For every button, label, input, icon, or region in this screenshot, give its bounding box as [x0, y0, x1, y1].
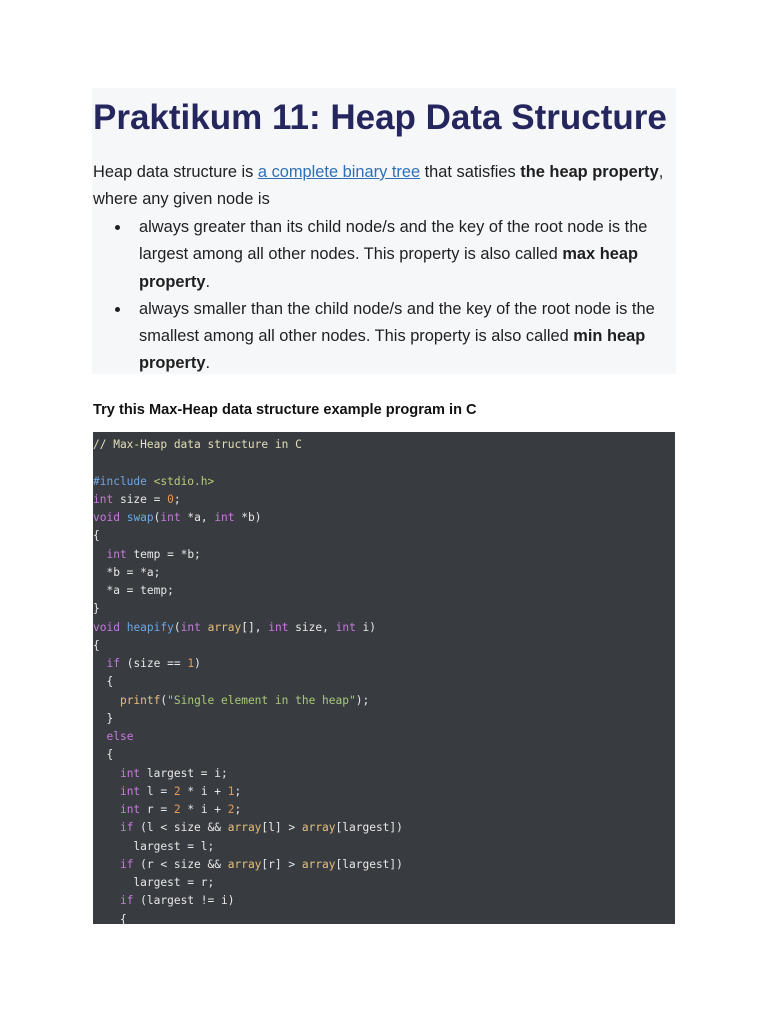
- code-line: [93, 783, 675, 801]
- code-token: * i +: [180, 784, 228, 798]
- code-token: (size ==: [119, 657, 188, 670]
- code-token: [r] >: [261, 857, 302, 871]
- example-program-heading: Try this Max-Heap data structure example program in C: [93, 402, 477, 418]
- code-token: (r < size &&: [133, 857, 228, 871]
- code-token: if: [119, 857, 134, 871]
- code-token: [l] >: [261, 821, 302, 835]
- code-line: [93, 454, 675, 472]
- code-line: [93, 564, 675, 582]
- code-token: swap: [126, 511, 154, 524]
- code-line: [93, 582, 675, 600]
- code-token: {: [93, 675, 114, 689]
- code-token: i): [355, 620, 377, 634]
- code-token: [],: [241, 620, 269, 634]
- code-token: {: [93, 748, 114, 762]
- code-token: int: [268, 620, 289, 634]
- code-token: temp = *b;: [126, 547, 201, 561]
- code-line: [93, 801, 675, 819]
- code-token: [93, 657, 106, 670]
- code-token: [93, 694, 120, 707]
- code-token: (: [173, 620, 181, 634]
- code-token: 2: [227, 803, 235, 816]
- code-token: *b): [234, 511, 262, 524]
- code-line: [93, 673, 675, 691]
- code-token: largest = r;: [93, 876, 215, 889]
- heap-property-list: [93, 214, 673, 378]
- page-title: Praktikum 11: Heap Data Structure: [93, 98, 667, 137]
- code-token: ;: [173, 492, 181, 506]
- code-token: int: [180, 620, 201, 634]
- code-line: [93, 692, 675, 710]
- code-token: [93, 767, 120, 780]
- code-token: {: [93, 912, 127, 924]
- code-line: [93, 765, 675, 783]
- code-token: int: [119, 766, 141, 780]
- code-token: heapify: [126, 620, 174, 634]
- code-token: }: [93, 602, 100, 616]
- code-token: array: [227, 821, 262, 835]
- code-token: [largest]): [335, 857, 403, 871]
- code-token: [201, 621, 208, 634]
- intro-paragraph: [93, 159, 673, 214]
- bullet-icon: [115, 225, 120, 230]
- code-token: [93, 894, 120, 907]
- intro-mid-text: that satisfies: [420, 163, 521, 181]
- code-token: (largest != i): [133, 894, 235, 908]
- code-token: }: [93, 711, 114, 725]
- intro-tail-text: , where any given node is: [93, 163, 664, 209]
- code-token: void: [93, 511, 120, 524]
- code-token: <stdio.h>: [153, 474, 215, 488]
- code-token: array: [301, 821, 336, 835]
- code-token: if: [119, 821, 134, 835]
- code-line: [93, 473, 675, 491]
- code-token: );: [355, 693, 370, 707]
- code-token: * i +: [180, 803, 228, 816]
- code-token: [120, 511, 127, 524]
- intro-lead-text: Heap data structure is: [93, 163, 258, 181]
- code-line: [93, 509, 675, 527]
- code-line: [93, 746, 675, 764]
- code-token: #include: [93, 474, 154, 488]
- code-token: *a,: [180, 511, 215, 524]
- code-token: printf: [119, 693, 161, 707]
- code-line: [93, 637, 675, 655]
- code-token: [93, 785, 120, 798]
- max-heap-property-term: max heap property: [139, 245, 638, 291]
- code-token: largest = i;: [140, 766, 228, 780]
- heap-property-term: the heap property: [520, 163, 659, 181]
- code-token: 1: [227, 784, 235, 798]
- code-token: array: [227, 857, 262, 871]
- code-token: [93, 730, 106, 743]
- code-token: int: [160, 511, 181, 524]
- code-token: 2: [173, 784, 181, 798]
- code-line: [93, 491, 675, 509]
- code-token: l =: [140, 784, 174, 798]
- code-token: void: [93, 620, 120, 634]
- code-token: ;: [234, 784, 242, 798]
- code-line: [93, 911, 675, 925]
- code-token: *a = temp;: [93, 584, 174, 597]
- code-token: if: [106, 657, 120, 670]
- code-token: array: [301, 857, 336, 871]
- code-token: [93, 858, 120, 871]
- code-line: [93, 819, 675, 837]
- code-token: ): [194, 657, 201, 670]
- bullet-end: .: [205, 272, 211, 291]
- code-block: [93, 432, 675, 924]
- code-token: size =: [113, 492, 168, 506]
- code-line: [93, 710, 675, 728]
- code-token: int: [119, 803, 141, 816]
- code-token: ;: [234, 803, 242, 816]
- code-token: largest = l;: [93, 839, 215, 853]
- code-line: [93, 838, 675, 856]
- code-token: int: [106, 547, 127, 561]
- code-token: int: [214, 511, 235, 524]
- code-line: [93, 600, 675, 618]
- list-item-max-heap: [93, 214, 673, 296]
- code-token: 2: [173, 803, 181, 816]
- code-line: [93, 546, 675, 564]
- list-item-min-heap: [93, 296, 673, 378]
- code-token: // Max-Heap data structure in C: [93, 438, 302, 451]
- code-token: {: [93, 638, 100, 652]
- code-line: [93, 892, 675, 910]
- code-token: (: [160, 693, 168, 707]
- code-token: 1: [187, 657, 195, 670]
- code-token: 0: [167, 492, 174, 506]
- bullet-end: .: [205, 354, 211, 373]
- code-token: *b = *a;: [93, 565, 161, 579]
- code-token: [120, 621, 127, 634]
- code-token: [93, 821, 120, 834]
- code-listing: [93, 432, 675, 924]
- code-line: [93, 874, 675, 892]
- code-token: int: [93, 492, 114, 506]
- code-line: [93, 527, 675, 545]
- code-line: [93, 619, 675, 637]
- min-heap-property-term: min heap property: [139, 327, 646, 373]
- code-line: [93, 728, 675, 746]
- code-line: [93, 856, 675, 874]
- code-token: int: [335, 620, 356, 634]
- bullet-text: always greater than its child node/s and the key of the root node is the largest among all other nodes. This property is also called: [139, 218, 648, 264]
- bullet-icon: [115, 307, 120, 312]
- code-token: [93, 548, 106, 561]
- code-token: [largest]): [335, 821, 403, 835]
- code-line: [93, 655, 675, 673]
- complete-binary-tree-link[interactable]: a complete binary tree: [257, 163, 421, 181]
- code-token: size,: [288, 620, 336, 634]
- code-token: [93, 803, 120, 816]
- code-token: (l < size &&: [133, 821, 228, 835]
- code-token: "Single element in the heap": [167, 693, 356, 707]
- code-token: if: [119, 894, 134, 908]
- code-token: r =: [140, 803, 174, 816]
- bullet-text: always smaller than the child node/s and the key of the root node is the smallest among all other nodes. This property is also called: [139, 299, 655, 346]
- code-token: else: [106, 730, 134, 743]
- code-token: array: [207, 620, 242, 634]
- code-token: (: [153, 511, 161, 524]
- code-line: [93, 436, 675, 454]
- code-token: int: [119, 784, 141, 798]
- code-token: {: [93, 529, 100, 543]
